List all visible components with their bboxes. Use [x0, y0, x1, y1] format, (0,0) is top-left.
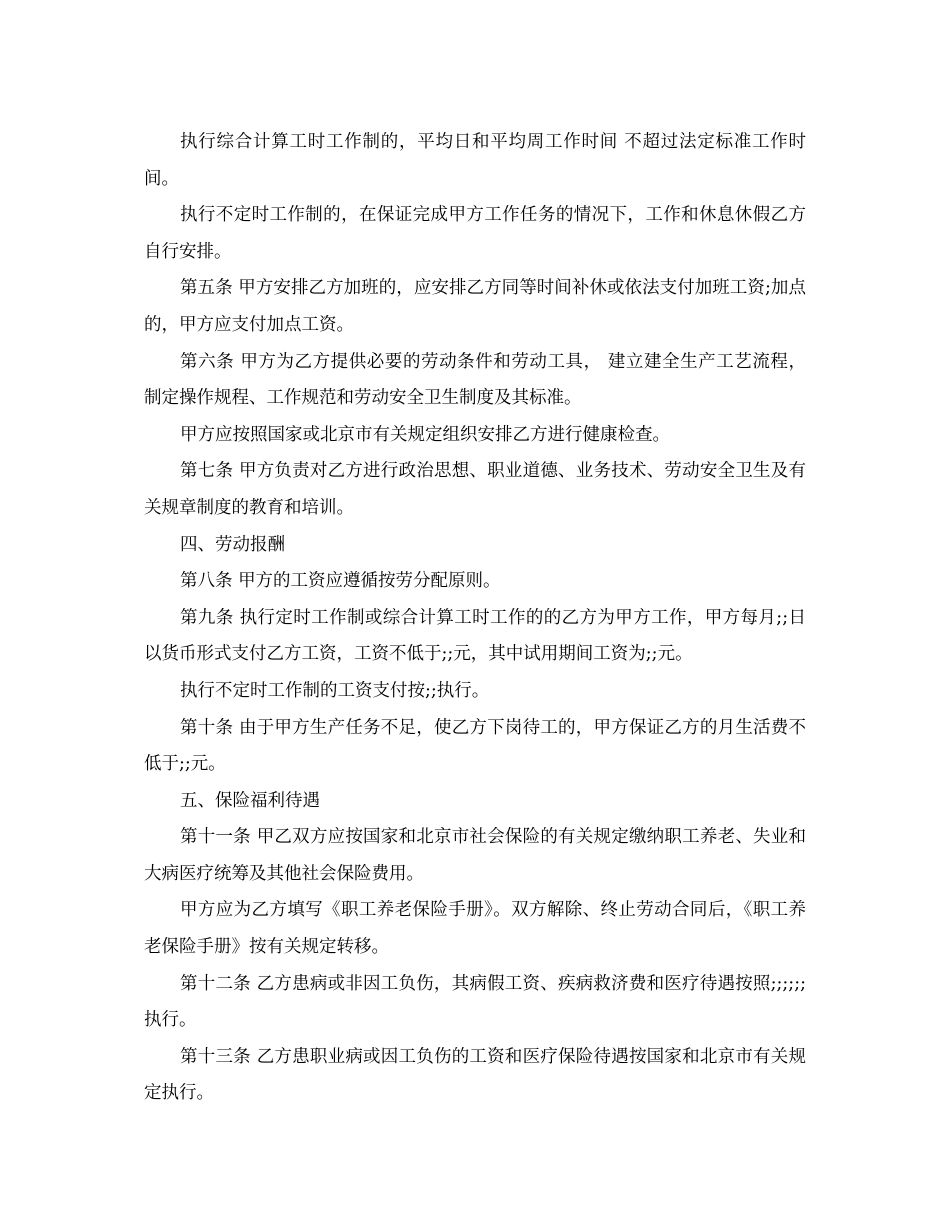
- paragraph-article-5: 第五条 甲方安排乙方加班的，应安排乙方同等时间补休或依法支付加班工资;加点的，甲方应支付加点工资。: [144, 278, 806, 335]
- paragraph-health-check: 甲方应按照国家或北京市有关规定组织安排乙方进行健康检查。: [180, 424, 670, 445]
- paragraph-article-10: 第十条 由于甲方生产任务不足，使乙方下岗待工的，甲方保证乙方的月生活费不低于;;元。: [144, 717, 806, 775]
- paragraph-article-7: 第七条 甲方负责对乙方进行政治思想、职业道德、业务技术、劳动安全卫生及有关规章制度的教育和培训。: [144, 461, 806, 518]
- section-heading-remuneration: 四、劳动报酬: [180, 534, 285, 555]
- paragraph-article-12: 第十二条 乙方患病或非因工负伤，其病假工资、疾病救济费和医疗待遇按照;;;;;; 执行。: [144, 973, 806, 1031]
- paragraph-article-9: 第九条 执行定时工作制或综合计算工时工作的的乙方为甲方工作，甲方每月;;日以货币形式支付乙方工资，工资不低于;;元，其中试用期间工资为;;元。: [144, 607, 806, 665]
- paragraph-comprehensive-hours: 执行综合计算工时工作制的，平均日和平均周工作时间 不超过法定标准工作时间。: [144, 132, 806, 189]
- document-body: [144, 124, 806, 1112]
- section-heading-insurance: 五、保险福利待遇: [180, 790, 320, 811]
- paragraph-article-11: 第十一条 甲乙双方应按国家和北京市社会保险的有关规定缴纳职工养老、失业和大病医疗统筹及其他社会保险费用。: [144, 827, 806, 884]
- paragraph-article-13: 第十三条 乙方患职业病或因工负伤的工资和医疗保险待遇按国家和北京市有关规定执行。: [144, 1046, 806, 1104]
- paragraph-pension-handbook: 甲方应为乙方填写《职工养老保险手册》。双方解除、终止劳动合同后，《职工养老保险手册》按有关规定转移。: [144, 900, 806, 958]
- paragraph-article-8: 第八条 甲方的工资应遵循按劳分配原则。: [180, 571, 501, 592]
- paragraph-flexible-hours: 执行不定时工作制的，在保证完成甲方工作任务的情况下，工作和休息休假乙方自行安排。: [144, 205, 806, 262]
- paragraph-flexible-wage: 执行不定时工作制的工资支付按;;执行。: [180, 680, 490, 701]
- paragraph-article-6: 第六条 甲方为乙方提供必要的劳动条件和劳动工具， 建立建全生产工艺流程， 制定操作规程、工作规范和劳动安全卫生制度及其标准。: [144, 351, 806, 409]
